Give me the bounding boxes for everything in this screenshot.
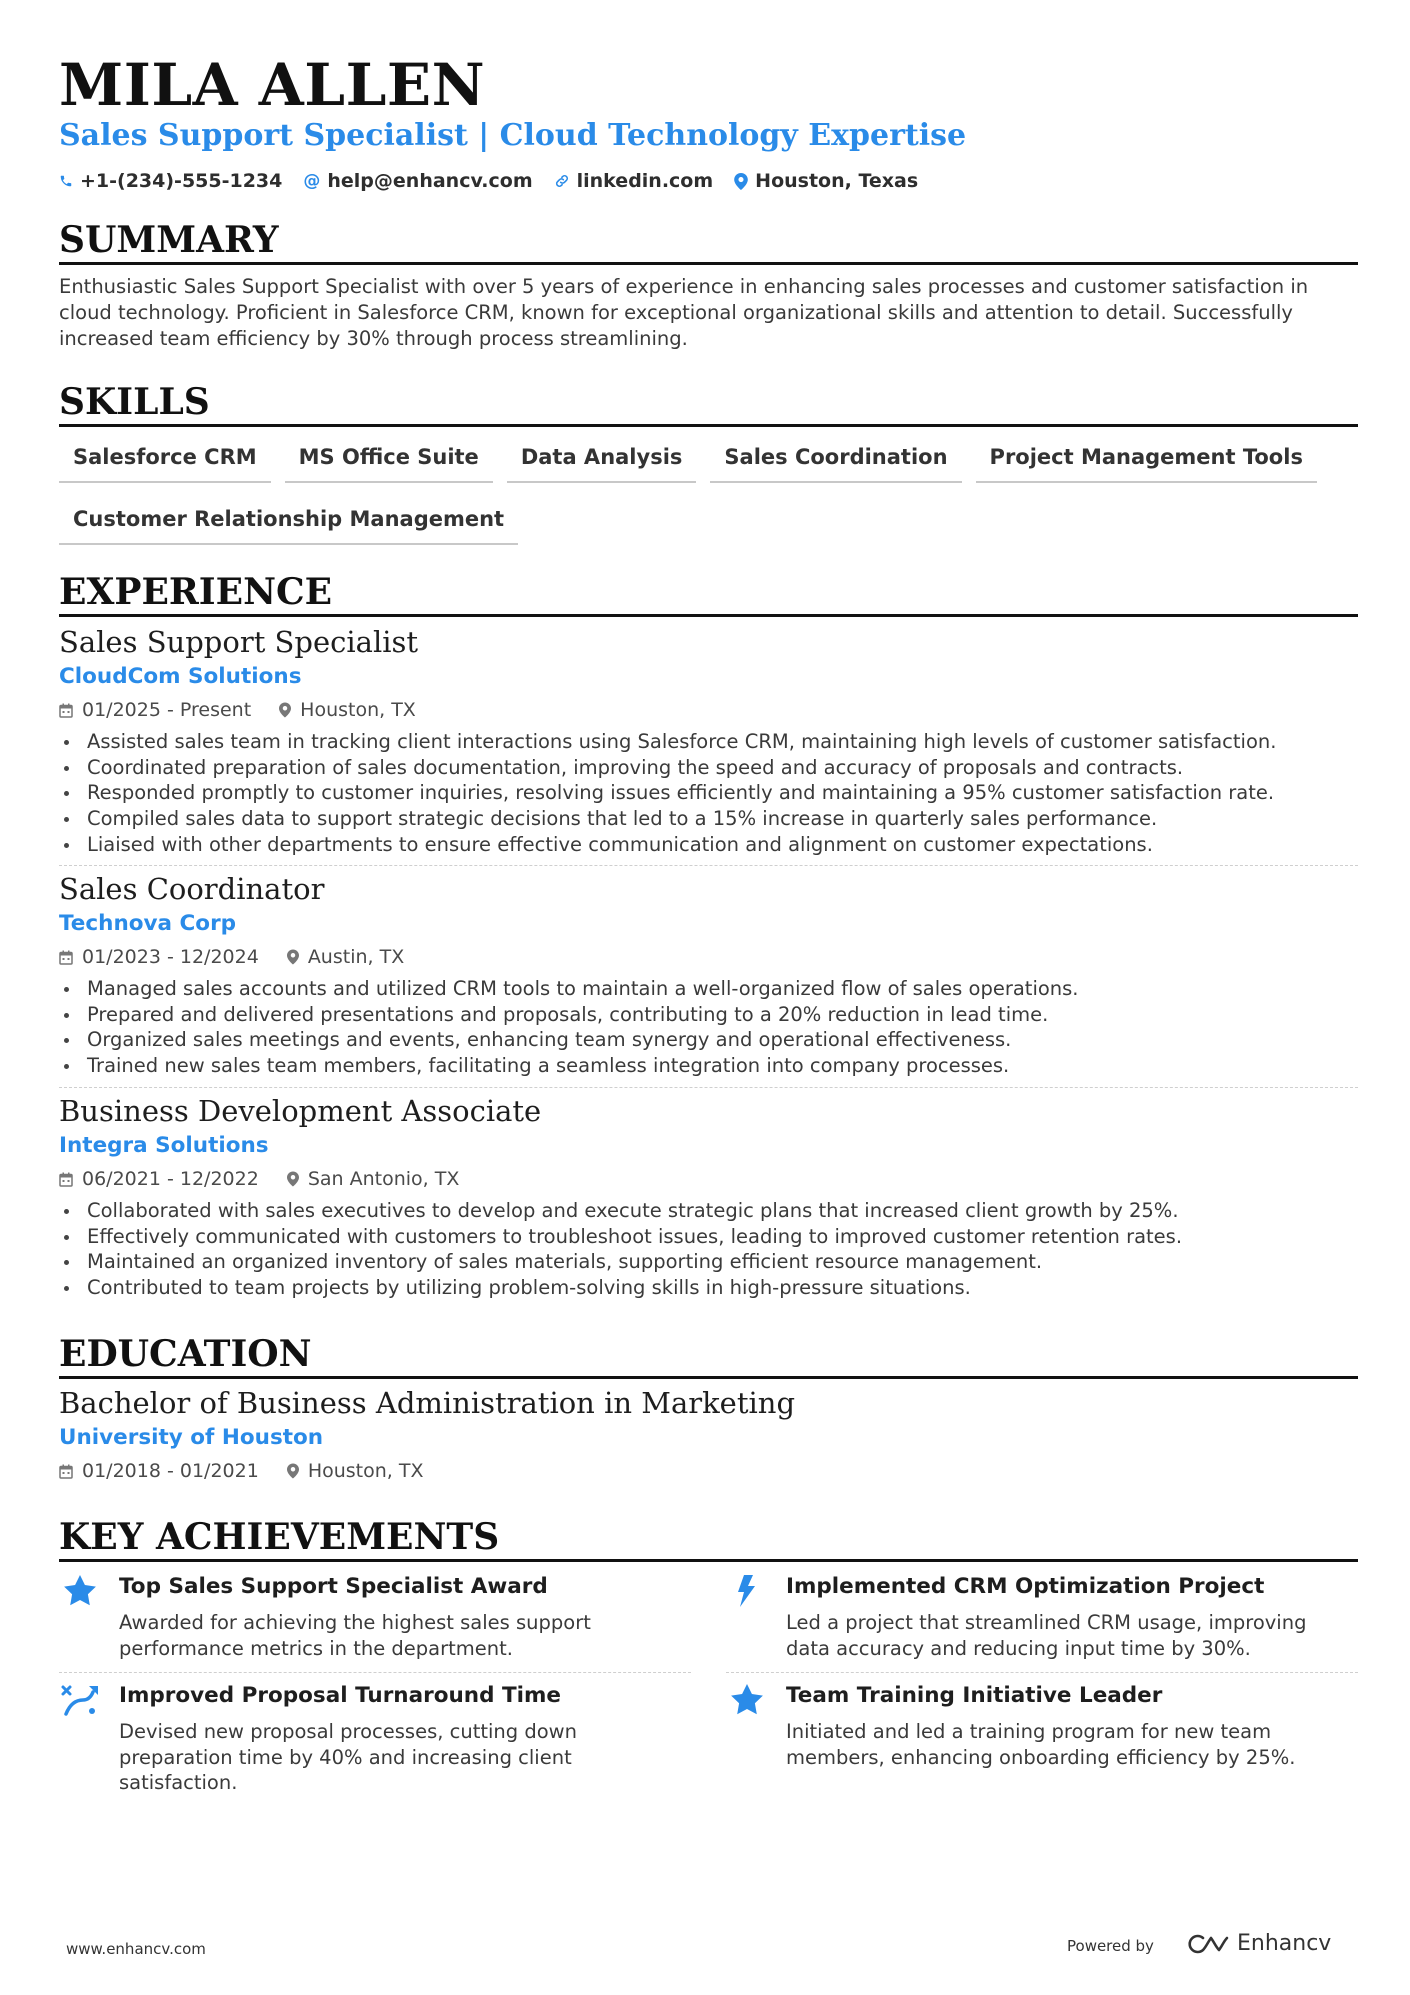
achievements-heading: KEY ACHIEVEMENTS: [59, 1515, 1358, 1562]
enhancv-logo-icon: [1187, 1932, 1229, 1956]
job-dates-text: 01/2023 - 12/2024: [82, 946, 259, 968]
job-bullets: [59, 729, 1358, 858]
phone-icon: [59, 174, 73, 188]
job-bullets: [59, 1198, 1358, 1301]
location-icon: [287, 1171, 299, 1187]
contact-linkedin-text: linkedin.com: [576, 170, 714, 192]
contact-bar: [59, 168, 918, 194]
job-meta: [59, 942, 1358, 972]
job-dates: [59, 942, 259, 972]
candidate-title: Sales Support Specialist | Cloud Technology Expertise: [59, 118, 967, 153]
divider: [726, 1672, 1358, 1673]
education-dates: [59, 1456, 259, 1486]
achievement-desc: Initiated and led a training program for new team members, enhancing onboarding efficiency by 25%.: [786, 1720, 1296, 1769]
achievement-desc: Devised new proposal processes, cutting down preparation time by 40% and increasing client satisfaction.: [119, 1720, 577, 1795]
job-bullet: Managed sales accounts and utilized CRM tools to maintain a well-organized flow of sales operations.: [59, 976, 1358, 1002]
at-icon: @: [303, 171, 321, 191]
job-bullet: Trained new sales team members, facilitating a seamless integration into company processes.: [59, 1053, 1358, 1079]
job-entry: [59, 870, 1358, 1079]
powered-by-label: Powered by: [1067, 1937, 1154, 1955]
education-heading: EDUCATION: [59, 1332, 1358, 1379]
job-location: [279, 695, 416, 725]
brand-logo[interactable]: [1187, 1931, 1331, 1956]
skills-heading: SKILLS: [59, 380, 1358, 427]
company-name[interactable]: Integra Solutions: [59, 1133, 269, 1158]
job-location: [287, 1164, 460, 1194]
skill-tag: Salesforce CRM: [59, 437, 271, 483]
job-bullet: Contributed to team projects by utilizing problem-solving skills in high-pressure situations.: [59, 1275, 1358, 1301]
job-bullet: Compiled sales data to support strategic decisions that led to a 15% increase in quarterly sales performance.: [59, 806, 1358, 832]
achievement-desc: Led a project that streamlined CRM usage, improving data accuracy and reducing input time by 30%.: [786, 1611, 1307, 1660]
job-entry: [59, 1092, 1358, 1301]
achievement-desc: Awarded for achieving the highest sales support performance metrics in the department.: [119, 1611, 591, 1660]
contact-phone-text: +1-(234)-555-1234: [80, 170, 283, 192]
candidate-name: MILA ALLEN: [59, 51, 486, 119]
job-bullet: Prepared and delivered presentations and proposals, contributing to a 20% reduction in lead time.: [59, 1002, 1358, 1028]
contact-phone[interactable]: [59, 168, 282, 194]
job-dates-text: 01/2025 - Present: [82, 699, 252, 721]
divider: [59, 1672, 691, 1673]
achievement-title: Improved Proposal Turnaround Time: [119, 1683, 561, 1708]
location-icon: [287, 949, 299, 965]
job-dates: [59, 695, 251, 725]
location-icon: [734, 173, 748, 190]
job-meta: [59, 1164, 1358, 1194]
brand-name: Enhancv: [1237, 1931, 1332, 1956]
contact-linkedin[interactable]: [554, 168, 714, 194]
location-icon: [279, 702, 291, 718]
calendar-icon: [59, 1172, 73, 1187]
footer-url[interactable]: www.enhancv.com: [66, 1940, 206, 1958]
summary-heading: SUMMARY: [59, 218, 1358, 265]
education-location-text: Houston, TX: [307, 1460, 424, 1482]
lightning-icon: [726, 1574, 768, 1608]
job-bullet: Coordinated preparation of sales documentation, improving the speed and accuracy of proposals and contracts.: [59, 755, 1358, 781]
job-bullet: Maintained an organized inventory of sales materials, supporting efficient resource management.: [59, 1249, 1358, 1275]
job-location-text: San Antonio, TX: [307, 1168, 460, 1190]
contact-email[interactable]: [303, 168, 532, 194]
calendar-icon: [59, 1464, 73, 1479]
achievement-title: Implemented CRM Optimization Project: [786, 1574, 1265, 1599]
skills-list: [59, 437, 1358, 545]
link-icon: [554, 173, 570, 189]
job-bullet: Assisted sales team in tracking client interactions using Salesforce CRM, maintaining high levels of customer satisfaction.: [59, 729, 1358, 755]
divider: [59, 865, 1358, 866]
skill-tag: MS Office Suite: [285, 437, 493, 483]
job-location-text: Austin, TX: [307, 946, 405, 968]
education-meta: [59, 1456, 1358, 1486]
skill-tag: Data Analysis: [507, 437, 697, 483]
summary-text: Enthusiastic Sales Support Specialist with over 5 years of experience in enhancing sales processes and customer satisfaction in cloud technology. Proficient in Salesforce CRM, known for exceptional organizational skills and attention to detail. Successfully increased team efficiency by 30% through process streamlining.: [59, 275, 1309, 350]
star-icon: [59, 1574, 101, 1608]
job-dates: [59, 1164, 259, 1194]
job-dates-text: 06/2021 - 12/2022: [82, 1168, 259, 1190]
job-title: Business Development Associate: [59, 1094, 542, 1128]
contact-location: [734, 168, 918, 194]
education-entry: [59, 1384, 1358, 1486]
location-icon: [287, 1463, 299, 1479]
company-name[interactable]: CloudCom Solutions: [59, 664, 302, 689]
skill-tag: Project Management Tools: [976, 437, 1317, 483]
skill-tag: Customer Relationship Management: [59, 499, 518, 545]
job-title: Sales Support Specialist: [59, 625, 419, 659]
school-name[interactable]: University of Houston: [59, 1425, 324, 1450]
job-meta: [59, 695, 1358, 725]
job-location-text: Houston, TX: [300, 699, 416, 721]
divider: [59, 1087, 1358, 1088]
job-bullet: Collaborated with sales executives to develop and execute strategic plans that increased client growth by 25%.: [59, 1198, 1358, 1224]
star-icon: [726, 1683, 768, 1717]
job-bullet: Organized sales meetings and events, enhancing team synergy and operational effectiveness.: [59, 1027, 1358, 1053]
education-location: [287, 1456, 424, 1486]
job-title: Sales Coordinator: [59, 872, 325, 906]
job-bullets: [59, 976, 1358, 1079]
achievement-title: Team Training Initiative Leader: [786, 1683, 1163, 1708]
route-icon: [59, 1683, 101, 1717]
calendar-icon: [59, 950, 73, 965]
calendar-icon: [59, 703, 73, 718]
degree-title: Bachelor of Business Administration in Marketing: [59, 1386, 796, 1420]
contact-email-text: help@enhancv.com: [327, 170, 533, 192]
education-dates-text: 01/2018 - 01/2021: [82, 1460, 259, 1482]
achievement-title: Top Sales Support Specialist Award: [119, 1574, 548, 1599]
job-bullet: Responded promptly to customer inquiries, resolving issues efficiently and maintaining a 95% customer satisfaction rate.: [59, 780, 1358, 806]
skill-tag: Sales Coordination: [710, 437, 961, 483]
job-location: [287, 942, 404, 972]
company-name[interactable]: Technova Corp: [59, 911, 237, 936]
job-bullet: Liaised with other departments to ensure effective communication and alignment on customer expectations.: [59, 832, 1358, 858]
job-bullet: Effectively communicated with customers to troubleshoot issues, leading to improved customer retention rates.: [59, 1224, 1358, 1250]
job-entry: [59, 623, 1358, 858]
experience-heading: EXPERIENCE: [59, 570, 1358, 617]
contact-location-text: Houston, Texas: [755, 170, 919, 192]
